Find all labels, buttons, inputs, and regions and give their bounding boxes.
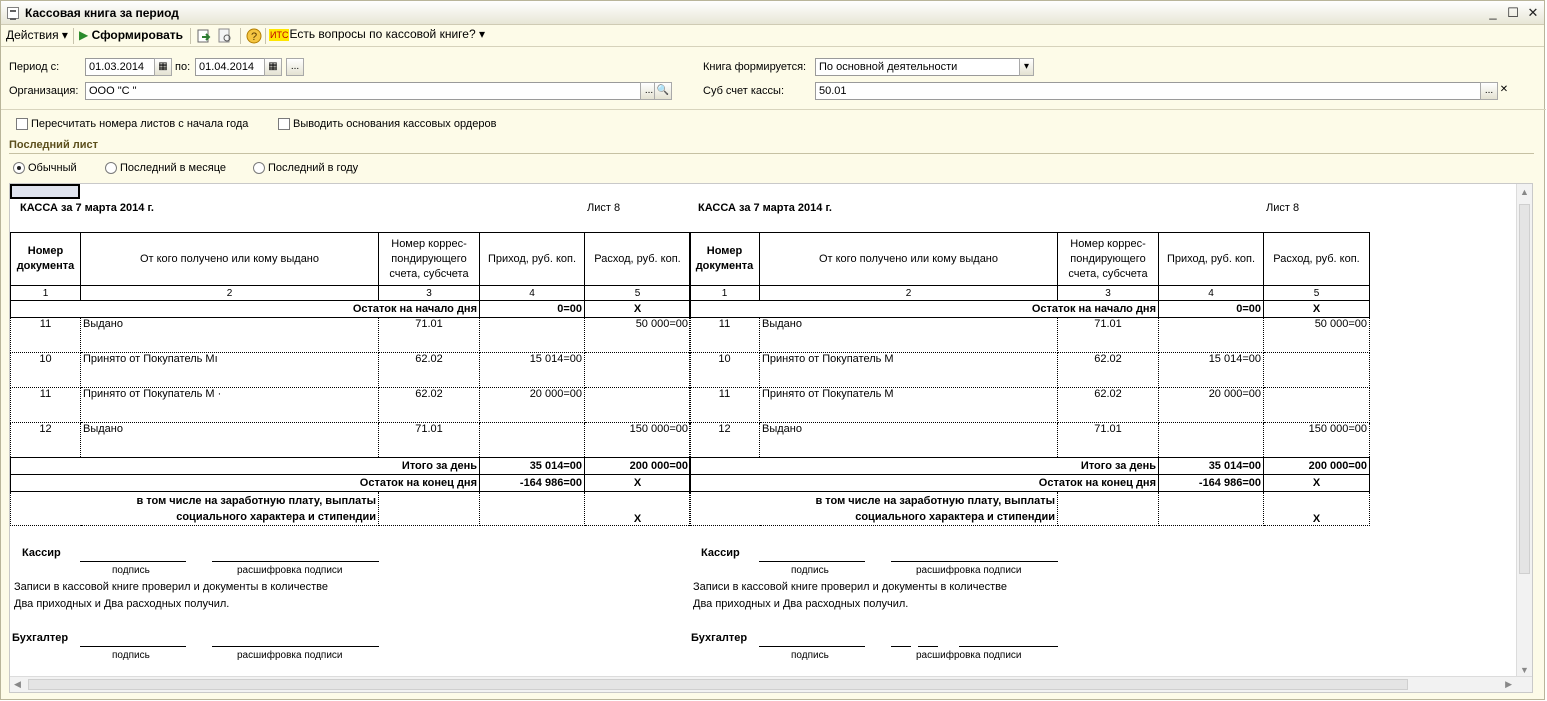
column-number: 2	[81, 286, 379, 301]
header-doc-number: Номер документа	[690, 233, 760, 286]
salary-account	[379, 492, 480, 526]
book-formed-label: Книга формируется:	[703, 61, 807, 73]
row-account: 71.01	[1058, 423, 1159, 458]
row-income	[480, 318, 585, 353]
cash-book-table-right	[689, 232, 1370, 526]
play-icon: ▶	[79, 28, 89, 42]
row-expense: 150 000=00	[585, 423, 691, 458]
daily-total-income: 35 014=00	[480, 458, 585, 475]
opening-balance-income: 0=00	[480, 301, 585, 318]
decode-caption: расшифровка подписи	[916, 565, 1022, 576]
signature-line	[80, 561, 186, 562]
row-who: Принято от Покупатель М	[760, 353, 1058, 388]
opening-balance-label: Остаток на начало дня	[690, 301, 1159, 318]
organization-select-button[interactable]: ...	[640, 82, 658, 100]
signature-caption: подпись	[112, 650, 150, 661]
radio-last-in-month[interactable]	[105, 162, 117, 174]
table-row	[690, 353, 1370, 388]
column-number: 5	[585, 286, 691, 301]
header-account: Номер коррес-пондирующего счета, субсчета	[1058, 233, 1159, 286]
table-row	[11, 423, 691, 458]
row-account: 71.01	[379, 423, 480, 458]
column-number: 2	[760, 286, 1058, 301]
checked-text-line-1: Записи в кассовой книге проверил и документы в количестве	[693, 581, 1007, 593]
vertical-scrollbar[interactable]	[1516, 184, 1532, 678]
search-icon[interactable]: 🔍	[654, 82, 672, 100]
signature-line	[891, 646, 911, 647]
row-expense	[585, 353, 691, 388]
row-income	[480, 423, 585, 458]
row-doc: 12	[690, 423, 760, 458]
row-doc: 11	[11, 388, 81, 423]
table-row	[11, 388, 691, 423]
calendar-icon[interactable]: ▦	[264, 58, 282, 76]
selected-cell[interactable]	[10, 184, 80, 199]
toolbar-separator	[190, 28, 191, 44]
checked-text-line-2: Два приходных и Два расходных получил.	[693, 598, 909, 610]
radio-normal-label: Обычный	[28, 162, 77, 174]
help-icon[interactable]	[246, 28, 262, 44]
closing-balance-income: -164 986=00	[480, 475, 585, 492]
scroll-right-icon[interactable]: ▶	[1505, 679, 1512, 689]
row-account: 71.01	[379, 318, 480, 353]
subaccount-input[interactable]: 50.01	[815, 82, 1481, 100]
print-preview-icon[interactable]	[217, 28, 233, 44]
row-expense	[1264, 353, 1370, 388]
recalc-checkbox[interactable]	[16, 118, 28, 130]
cashier-label: Кассир	[22, 547, 61, 559]
salary-income	[480, 492, 585, 526]
signature-caption: подпись	[791, 650, 829, 661]
signature-line	[759, 646, 865, 647]
window-title: Кассовая книга за период	[25, 6, 179, 20]
column-number: 1	[11, 286, 81, 301]
daily-total-income: 35 014=00	[1159, 458, 1264, 475]
book-formed-select[interactable]: По основной деятельности	[815, 58, 1021, 76]
column-number: 4	[1159, 286, 1264, 301]
header-who: От кого получено или кому выдано	[81, 233, 379, 286]
signature-caption: подпись	[112, 565, 150, 576]
column-number: 3	[379, 286, 480, 301]
checked-text-line-1: Записи в кассовой книге проверил и документы в количестве	[14, 581, 328, 593]
daily-total-label: Итого за день	[11, 458, 480, 475]
column-number: 4	[480, 286, 585, 301]
signature-line	[891, 561, 1058, 562]
section-divider	[9, 153, 1534, 154]
row-income	[1159, 318, 1264, 353]
radio-last-in-year[interactable]	[253, 162, 265, 174]
table-row	[690, 423, 1370, 458]
header-income: Приход, руб. коп.	[480, 233, 585, 286]
row-expense: 50 000=00	[585, 318, 691, 353]
header-income: Приход, руб. коп.	[1159, 233, 1264, 286]
accountant-label: Бухгалтер	[12, 632, 69, 644]
decode-caption: расшифровка подписи	[237, 650, 343, 661]
row-doc: 10	[690, 353, 760, 388]
questions-label: Есть вопросы по кассовой книге?	[289, 27, 476, 41]
row-expense: 150 000=00	[1264, 423, 1370, 458]
row-doc: 12	[11, 423, 81, 458]
actions-menu[interactable]: Действия ▾	[6, 28, 68, 42]
divider	[1, 109, 1546, 110]
decode-caption: расшифровка подписи	[237, 565, 343, 576]
header-expense: Расход, руб. коп.	[585, 233, 691, 286]
last-sheet-section-title: Последний лист	[9, 139, 99, 151]
salary-label-line-1: в том числе на заработную плату, выплаты	[815, 494, 1055, 507]
closing-balance-label: Остаток на конец дня	[11, 475, 480, 492]
show-basis-label: Выводить основания кассовых ордеров	[293, 118, 497, 130]
table-row	[690, 388, 1370, 423]
actions-label: Действия	[6, 28, 59, 42]
row-expense	[1264, 388, 1370, 423]
row-income: 15 014=00	[1159, 353, 1264, 388]
signature-caption: подпись	[791, 565, 829, 576]
row-account: 62.02	[1058, 388, 1159, 423]
toolbar	[1, 25, 1544, 47]
opening-balance-expense: X	[585, 301, 691, 318]
table-row	[11, 318, 691, 353]
salary-label-line-1: в том числе на заработную плату, выплаты	[136, 494, 376, 507]
calendar-icon[interactable]: ▦	[154, 58, 172, 76]
minimize-icon[interactable]: _	[1489, 5, 1497, 20]
subaccount-select-button[interactable]: ...	[1480, 82, 1498, 100]
table-row	[11, 353, 691, 388]
row-expense: 50 000=00	[1264, 318, 1370, 353]
horizontal-scroll-thumb[interactable]	[28, 679, 1408, 690]
report-title: КАССА за 7 марта 2014 г.	[20, 202, 154, 214]
row-doc: 11	[690, 388, 760, 423]
title-bar	[1, 1, 1544, 25]
row-doc: 11	[11, 318, 81, 353]
salary-label-line-2: социального характера и стипендии	[855, 510, 1055, 523]
svg-text:?: ?	[250, 31, 258, 43]
accountant-label: Бухгалтер	[691, 632, 748, 644]
signature-line	[212, 561, 379, 562]
clear-icon[interactable]: ✕	[1499, 84, 1509, 95]
row-who: Выдано	[81, 318, 379, 353]
toolbar-separator	[265, 28, 266, 44]
radio-last-in-month-label: Последний в месяце	[120, 162, 226, 174]
row-expense	[585, 388, 691, 423]
row-account: 71.01	[1058, 318, 1159, 353]
period-select-button[interactable]: ...	[286, 58, 304, 76]
toolbar-separator	[240, 28, 241, 44]
table-row	[690, 318, 1370, 353]
row-income: 20 000=00	[1159, 388, 1264, 423]
cash-book-table-left	[10, 232, 691, 526]
signature-line	[918, 646, 938, 647]
salary-account	[1058, 492, 1159, 526]
row-who: Выдано	[760, 318, 1058, 353]
period-to-label: по:	[175, 61, 191, 73]
closing-balance-label: Остаток на конец дня	[690, 475, 1159, 492]
checked-text-line-2: Два приходных и Два расходных получил.	[14, 598, 230, 610]
row-who: Принято от Покупатель Мı	[81, 353, 379, 388]
header-doc-number: Номер документа	[11, 233, 81, 286]
row-income: 20 000=00	[480, 388, 585, 423]
row-income: 15 014=00	[480, 353, 585, 388]
window-icon	[7, 7, 19, 19]
close-icon[interactable]: ✕	[1527, 5, 1539, 20]
cashier-label: Кассир	[701, 547, 740, 559]
vertical-scroll-thumb[interactable]	[1519, 204, 1530, 574]
report-sheet[interactable]	[9, 183, 1533, 693]
export-icon[interactable]	[196, 28, 212, 44]
radio-last-in-year-label: Последний в году	[268, 162, 359, 174]
its-questions-menu[interactable]: ИТСЕсть вопросы по кассовой книге? ▾	[270, 27, 485, 41]
decode-caption: расшифровка подписи	[916, 650, 1022, 661]
generate-button[interactable]	[79, 28, 183, 42]
scroll-down-icon[interactable]: ▼	[1520, 665, 1529, 675]
recalc-label: Пересчитать номера листов с начала года	[31, 118, 249, 130]
header-account: Номер коррес-пондирующего счета, субсчета	[379, 233, 480, 286]
chevron-down-icon[interactable]: ▾	[1019, 58, 1034, 76]
period-to-input[interactable]: 01.04.2014	[195, 58, 265, 76]
opening-balance-income: 0=00	[1159, 301, 1264, 318]
report-sheet-number: Лист 8	[587, 202, 621, 214]
row-who: Выдано	[81, 423, 379, 458]
salary-label-line-2: социального характера и стипендии	[176, 510, 376, 523]
scroll-left-icon[interactable]: ◀	[14, 679, 21, 689]
row-who: Принято от Покупатель М ·	[81, 388, 379, 423]
opening-balance-expense: X	[1264, 301, 1370, 318]
daily-total-expense: 200 000=00	[1264, 458, 1370, 475]
organization-label: Организация:	[9, 85, 79, 97]
signature-line	[80, 646, 186, 647]
row-doc: 11	[690, 318, 760, 353]
signature-line	[212, 646, 379, 647]
signature-line	[759, 561, 865, 562]
salary-label	[11, 492, 379, 526]
header-expense: Расход, руб. коп.	[1264, 233, 1370, 286]
closing-balance-income: -164 986=00	[1159, 475, 1264, 492]
show-basis-checkbox[interactable]	[278, 118, 290, 130]
report-sheet-number: Лист 8	[1266, 202, 1300, 214]
report-title: КАССА за 7 марта 2014 г.	[698, 202, 832, 214]
horizontal-scrollbar[interactable]	[10, 676, 1532, 692]
generate-label: Сформировать	[91, 28, 183, 42]
toolbar-separator	[73, 28, 74, 44]
row-who: Выдано	[760, 423, 1058, 458]
signature-line	[959, 646, 1058, 647]
row-account: 62.02	[1058, 353, 1159, 388]
salary-expense: X	[1264, 492, 1370, 526]
salary-income	[1159, 492, 1264, 526]
scroll-up-icon[interactable]: ▲	[1520, 187, 1529, 197]
its-badge: ИТС	[270, 30, 289, 40]
period-from-label: Период с:	[9, 61, 60, 73]
column-number: 5	[1264, 286, 1370, 301]
row-account: 62.02	[379, 353, 480, 388]
radio-normal[interactable]	[13, 162, 25, 174]
daily-total-label: Итого за день	[690, 458, 1159, 475]
daily-total-expense: 200 000=00	[585, 458, 691, 475]
column-number: 3	[1058, 286, 1159, 301]
row-account: 62.02	[379, 388, 480, 423]
header-who: От кого получено или кому выдано	[760, 233, 1058, 286]
salary-label	[690, 492, 1058, 526]
row-income	[1159, 423, 1264, 458]
subaccount-label: Суб счет кассы:	[703, 85, 785, 97]
organization-input[interactable]: ООО "С "	[85, 82, 641, 100]
row-doc: 10	[11, 353, 81, 388]
opening-balance-label: Остаток на начало дня	[11, 301, 480, 318]
period-from-input[interactable]: 01.03.2014	[85, 58, 155, 76]
column-number: 1	[690, 286, 760, 301]
closing-balance-expense: X	[585, 475, 691, 492]
maximize-icon[interactable]: ☐	[1507, 5, 1519, 20]
closing-balance-expense: X	[1264, 475, 1370, 492]
salary-expense: X	[585, 492, 691, 526]
row-who: Принято от Покупатель М	[760, 388, 1058, 423]
